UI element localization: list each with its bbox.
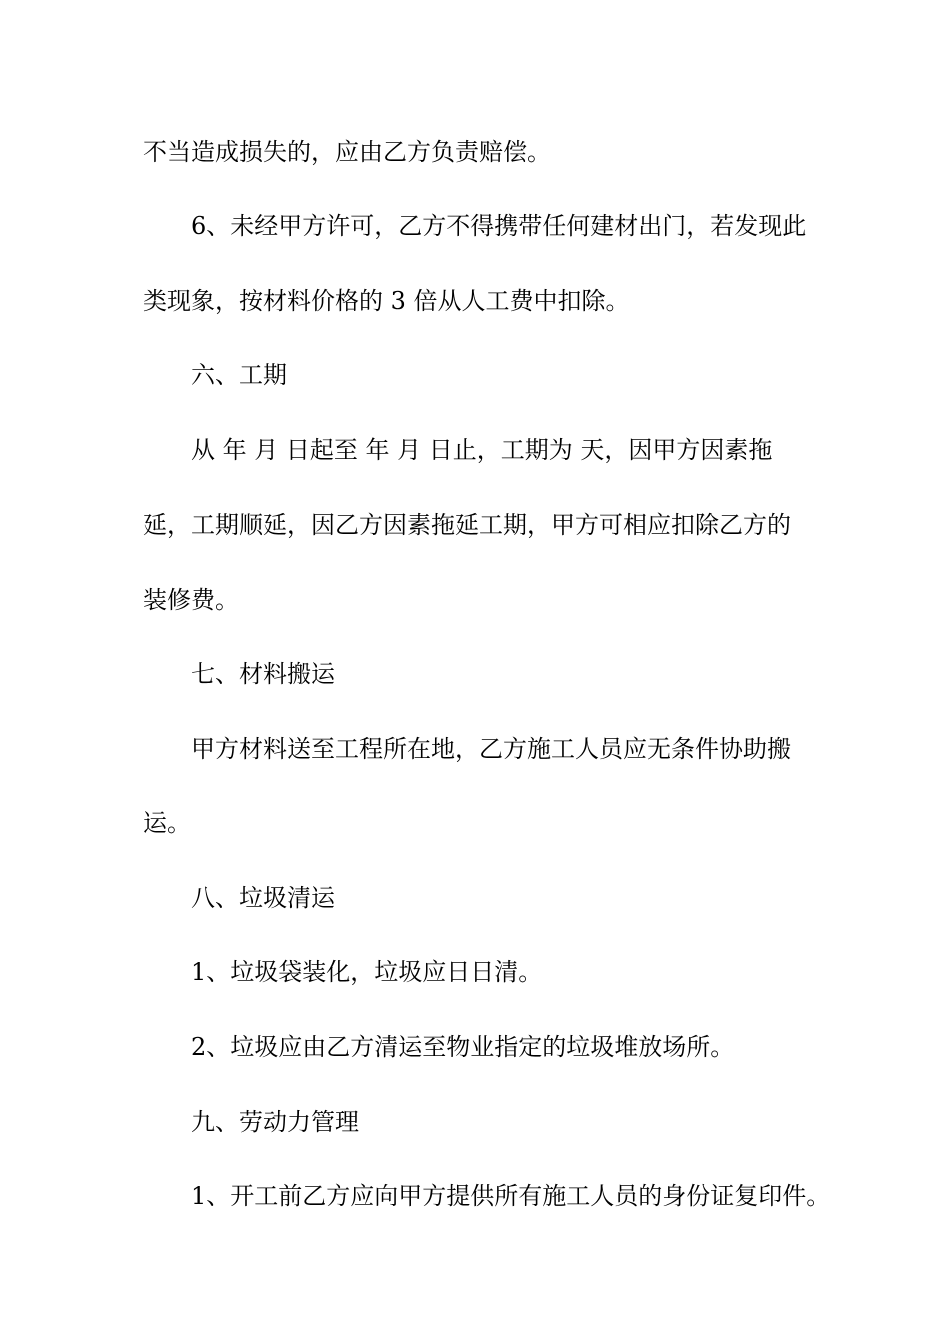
clause-2-line: 2、垃圾应由乙方清运至物业指定的垃圾堆放场所。: [191, 1033, 735, 1061]
paragraph-line: 从 年 月 日起至 年 月 日止，工期为 天，因甲方因素拖: [191, 436, 773, 464]
paragraph-line: 装修费。: [143, 586, 239, 614]
paragraph-line: 延，工期顺延，因乙方因素拖延工期，甲方可相应扣除乙方的: [143, 511, 791, 539]
section-heading-labor-management: 九、劳动力管理: [191, 1108, 359, 1136]
paragraph-line: 类现象，按材料价格的 3 倍从人工费中扣除。: [143, 287, 630, 315]
section-heading-waste-removal: 八、垃圾清运: [191, 884, 335, 912]
clause-6-line: 6、未经甲方许可，乙方不得携带任何建材出门，若发现此: [191, 212, 807, 240]
section-heading-schedule: 六、工期: [191, 361, 287, 389]
paragraph-line: 甲方材料送至工程所在地，乙方施工人员应无条件协助搬: [191, 735, 791, 763]
clause-1-line: 1、垃圾袋装化，垃圾应日日清。: [191, 958, 543, 986]
paragraph-line: 不当造成损失的，应由乙方负责赔偿。: [143, 138, 551, 166]
paragraph-line: 运。: [143, 809, 191, 837]
section-heading-material-transport: 七、材料搬运: [191, 660, 335, 688]
clause-1-line: 1、开工前乙方应向甲方提供所有施工人员的身份证复印件。: [191, 1182, 831, 1210]
